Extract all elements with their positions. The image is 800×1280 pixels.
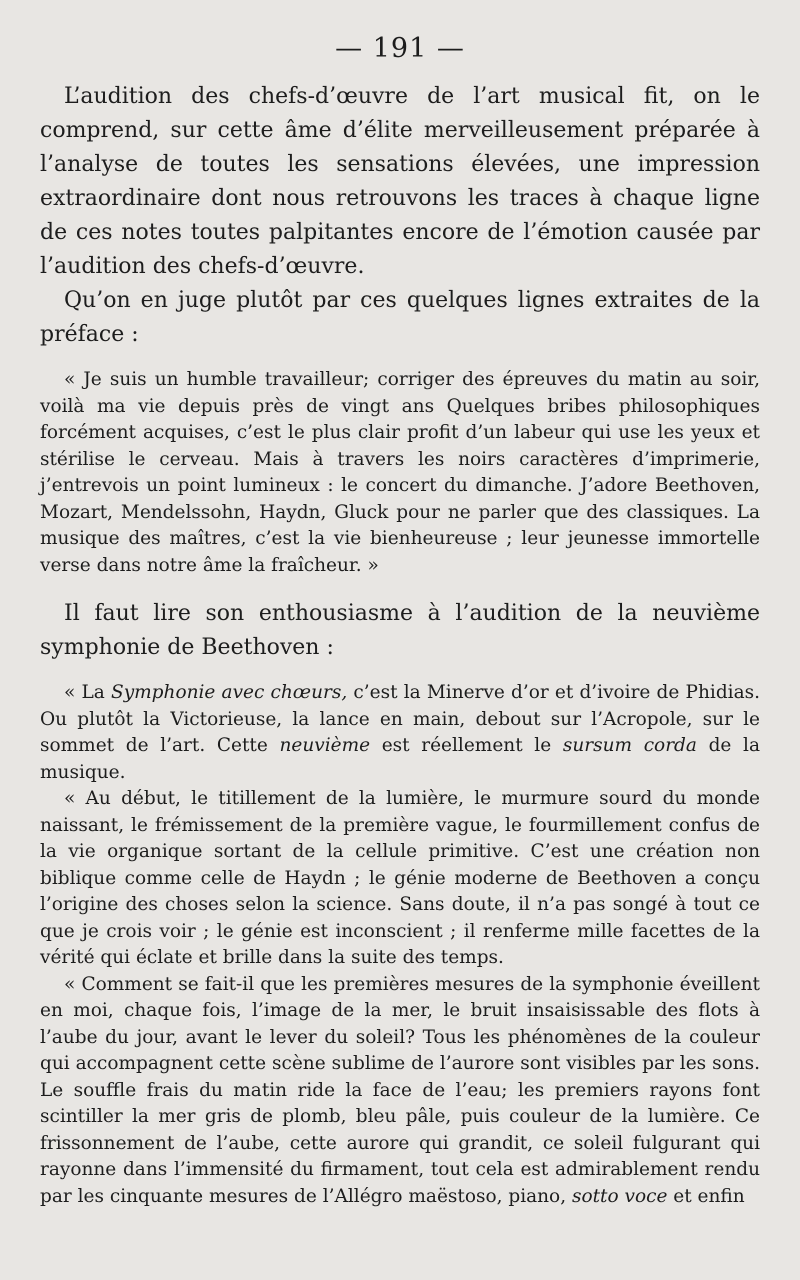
quote-humble-travailleur: « Je suis un humble travailleur; corriger des épreuves du matin au soir, voilà ma vie depuis près de vingt ans Quelques bribes philosophiques forcément acquises, c’est le plus clair profit d’un labeur qui use les yeux et stérilise le cerveau. Mais à travers les noirs caractères d’imprimerie, j’entrevois un point lumineux : le concert du dimanche. J’adore Beethoven, Mozart, Mendelssohn, Haydn, Gluck pour ne parler que des classiques. La musique des maîtres, c’est la vie bienheureuse ; leur jeunesse immortelle verse dans notre âme la fraîcheur. » [40,369,760,576]
italic-title: Symphonie avec chœurs, [111,682,348,703]
page-number: — 191 — [335,33,465,64]
italic-word: neuvième [279,735,371,756]
quote-text: et enfin [667,1185,745,1207]
quote-text: c’est la Minerve d’or et d’ivoire de Phidias. Ou plutôt la Victorieuse, la lance en main, debout sur l’Acropole, sur le sommet de l’art. Cette [40,682,760,756]
quote-text: est réellement le [370,735,563,756]
quote-au-debut: « Au début, le titillement de la lumière, le murmure sourd du monde naissant, le frémissement de la première vague, le fourmillement confus de la vie organique sortant de la cellule primitive. C’est une création non biblique comme celle de Haydn ; le génie moderne de Beethoven a conçu l’origine des choses selon la science. Sans doute, il n’a pas songé à tout ce que je crois voir ; le génie est inconscient ; il renferme mille facettes de la vérité qui éclate et brille dans la suite des temps. [40,788,760,968]
paragraph-audition: L’audition des chefs-d’œuvre de l’art musical fit, on le comprend, sur cette âme d’élite merveilleusement préparée à l’analyse de toutes les sensations élevées, une impression extraordinaire dont nous retrouvons les traces à chaque ligne de ces notes toutes palpitantes encore de l’émotion causée par l’audition des chefs-d’œuvre. [40,84,760,279]
paragraph-preface-intro: Qu’on en juge plutôt par ces quelques lignes extraites de la préface : [40,288,760,347]
quote-text: « Comment se fait-il que les premières mesures de la symphonie éveillent en moi, chaque fois, l’image de la mer, le bruit insaisissable des flots à l’aube du jour, avant le lever du soleil? Tous les phénomènes de la couleur qui accompagnent cette scène sublime de l’aurore sont visibles par les sons. Le souffle frais du matin ride la face de l’eau; les premiers rayons font scintiller la mer gris de plomb, bleu pâle, puis couleur de la lumière. Ce frissonnement de l’aube, cette aurore qui grandit, ce soleil fulgurant qui rayonne dans l’immensité du firmament, tout cela est admirablement rendu par les cinquante mesures de l’Allégro maëstoso, piano, [40,973,760,1207]
quote-text: de la musique. [40,735,760,783]
quote-text: « La [64,682,112,703]
italic-phrase: sursum corda [562,735,697,756]
italic-phrase: sotto voce [571,1185,668,1207]
quote-comment-se-fait-il [40,972,760,1211]
quote-symphonie-choeurs [40,680,760,786]
paragraph-enthousiasme: Il faut lire son enthousiasme à l’audition de la neuvième symphonie de Beethoven : [40,601,760,660]
